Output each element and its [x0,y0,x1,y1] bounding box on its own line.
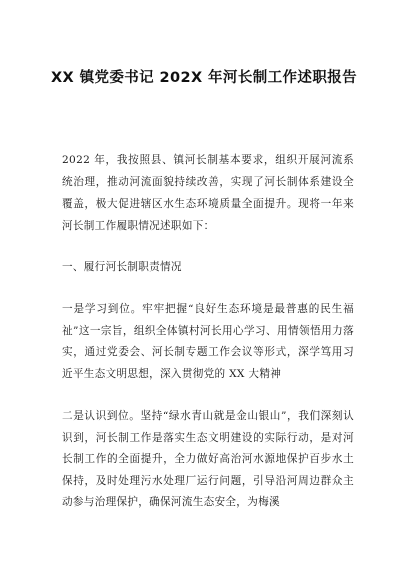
study-paragraph: 一是学习到位。牢牢把握“良好生态环境是最普惠的民生福祉”这一宗旨，组织全体镇村河长用心学习、用情领悟用力落实，通过党委会、河长制专题工作会议等形式，深学笃用习近平生态文明思想，深入贯彻党的 XX 大精神 [62,303,354,380]
section-heading: 一、履行河长制职责情况 [62,261,182,273]
intro-paragraph: 2022 年，我按照县、镇河长制基本要求，组织开展河流系统治理，推动河流面貌持续改善，实现了河长制体系建设全覆盖，极大促进辖区水生态环境质量全面提升。现将一年来河长制工作履职情况述职如下： [62,154,354,232]
document-title: XX 镇党委书记 202X 年河长制工作述职报告 [50,70,358,86]
awareness-paragraph: 二是认识到位。坚持“绿水青山就是金山银山”，我们深刻认识到，河长制工作是落实生态文明建设的实际行动，是对河长制工作的全面提升，全力做好高治河水源地保护百步水土保持，及时处理污水处理厂运行问题，引导沿河周边群众主动参与治理保护，确保河流生态安全，为梅溪 [62,410,354,508]
